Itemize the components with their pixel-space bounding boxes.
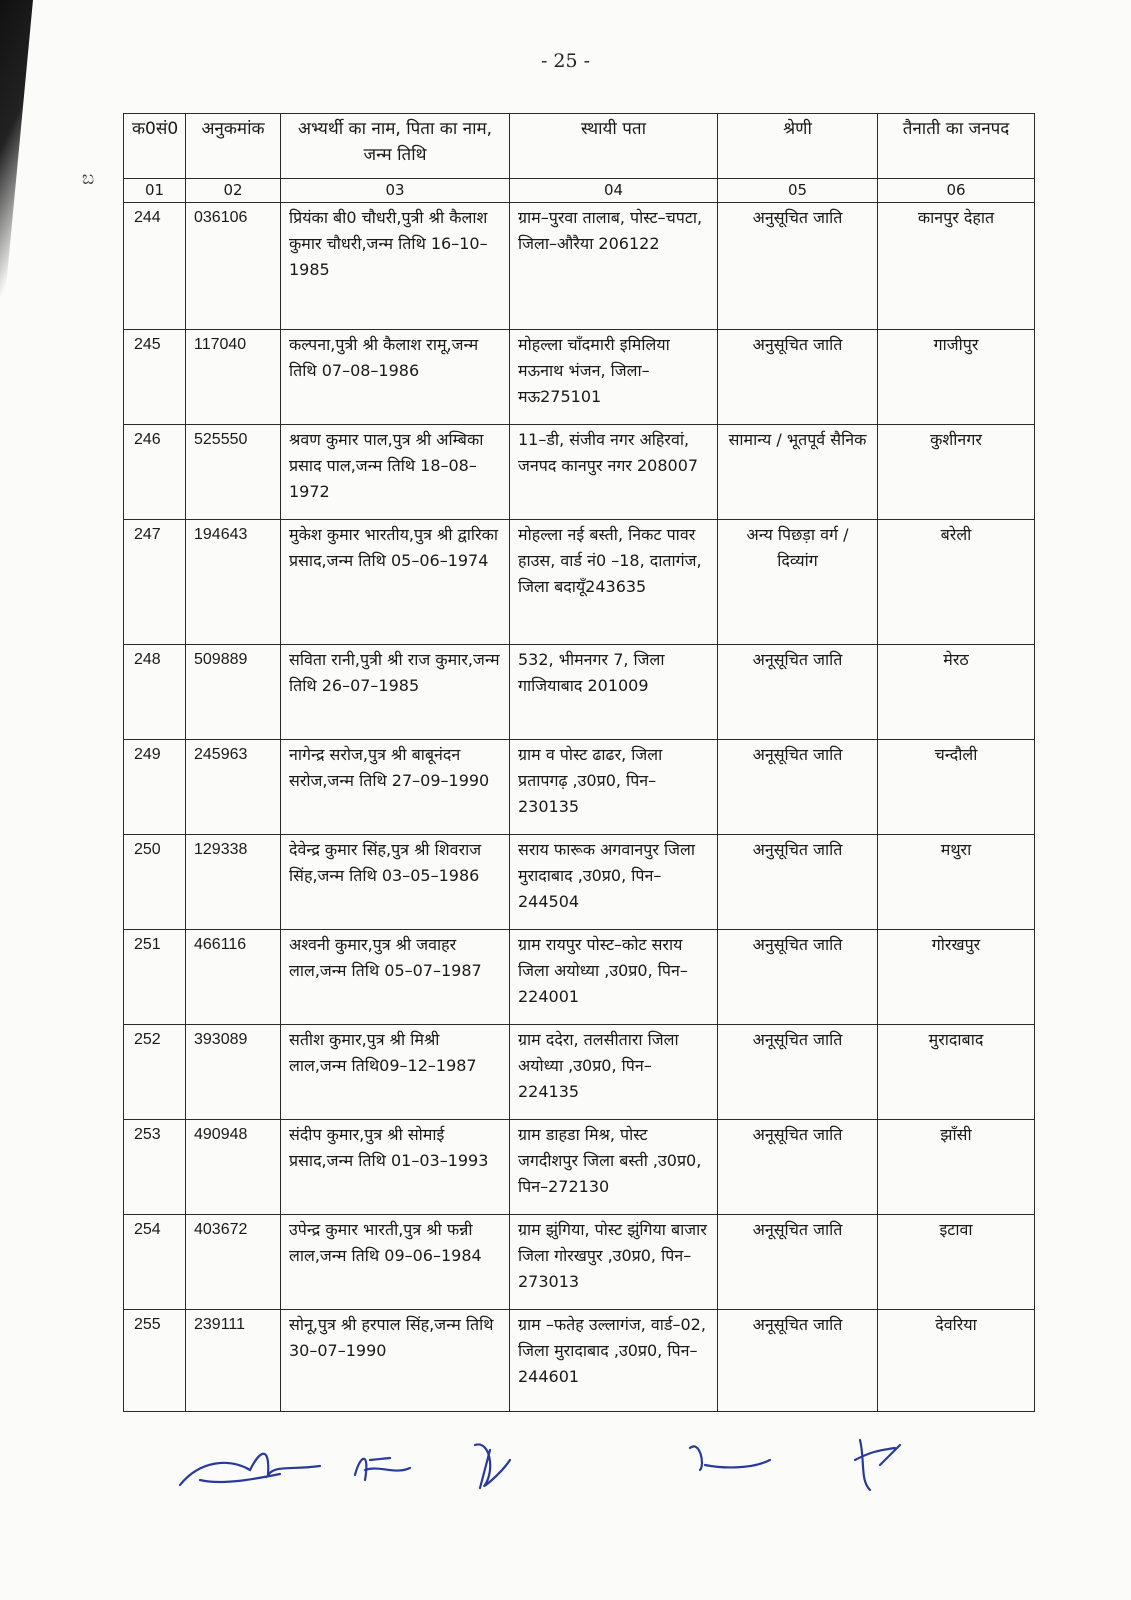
header-address: स्थायी पता [510,114,718,179]
table-row [124,1215,1035,1310]
table-row [124,1025,1035,1120]
candidate-name-cell: नागेन्द्र सरोज,पुत्र श्री बाबूनंदन सरोज,जन्म तिथि 27–09–1990 [281,740,510,835]
category-cell: सामान्य / भूतपूर्व सैनिक [718,425,878,520]
header-roll: अनुकमांक [186,114,281,179]
category-cell: अनूसूचित जाति [718,1215,878,1310]
serial-cell: 245 [124,330,186,425]
roll-number-cell: 036106 [186,203,281,330]
table-row [124,740,1035,835]
roll-number-cell: 194643 [186,520,281,645]
serial-cell: 253 [124,1120,186,1215]
district-cell: देवरिया [878,1310,1035,1412]
candidate-name-cell: कल्पना,पुत्री श्री कैलाश रामू,जन्म तिथि 07–08–1986 [281,330,510,425]
address-cell: ग्राम–पुरवा तालाब, पोस्ट–चपटा, जिला–औरैया 206122 [510,203,718,330]
candidate-name-cell: संदीप कुमार,पुत्र श्री सोमाई प्रसाद,जन्म तिथि 01–03–1993 [281,1120,510,1215]
records-table [123,113,1035,1412]
address-cell: ग्राम रायपुर पोस्ट–कोट सराय जिला अयोध्या ,उ0प्र0, पिन–224001 [510,930,718,1025]
column-number-row [124,179,1035,203]
table-row [124,520,1035,645]
address-cell: ग्राम डाहडा मिश्र, पोस्ट जगदीशपुर जिला बस्ती ,उ0प्र0, पिन–272130 [510,1120,718,1215]
serial-cell: 246 [124,425,186,520]
address-cell: ग्राम झुंगिया, पोस्ट झुंगिया बाजार जिला गोरखपुर ,उ0प्र0, पिन–273013 [510,1215,718,1310]
category-cell: अनुसूचित जाति [718,203,878,330]
header-name: अभ्यर्थी का नाम, पिता का नाम, जन्म तिथि [281,114,510,179]
serial-cell: 255 [124,1310,186,1412]
category-cell: अनूसूचित जाति [718,1025,878,1120]
candidate-name-cell: उपेन्द्र कुमार भारती,पुत्र श्री फन्नी लाल,जन्म तिथि 09–06–1984 [281,1215,510,1310]
category-cell: अनूसूचित जाति [718,740,878,835]
candidate-name-cell: देवेन्द्र कुमार सिंह,पुत्र श्री शिवराज सिंह,जन्म तिथि 03–05–1986 [281,835,510,930]
column-number: 04 [510,179,718,203]
serial-cell: 244 [124,203,186,330]
column-number: 02 [186,179,281,203]
category-cell: अनूसूचित जाति [718,1310,878,1412]
roll-number-cell: 245963 [186,740,281,835]
header-row [124,114,1035,179]
roll-number-cell: 525550 [186,425,281,520]
roll-number-cell: 239111 [186,1310,281,1412]
table-row [124,330,1035,425]
header-district: तैनाती का जनपद [878,114,1035,179]
table-row [124,835,1035,930]
header-serial: क0सं0 [124,114,186,179]
signature-5 [855,1440,900,1490]
signatures [160,1430,960,1510]
serial-cell: 249 [124,740,186,835]
signature-2 [355,1458,410,1480]
district-cell: चन्दौली [878,740,1035,835]
district-cell: मुरादाबाद [878,1025,1035,1120]
address-cell: मोहल्ला नई बस्ती, निकट पावर हाउस, वार्ड नं0 –18, दातागंज, जिला बदायूँ243635 [510,520,718,645]
page-number: - 25 - [540,50,591,72]
column-number: 01 [124,179,186,203]
column-number: 05 [718,179,878,203]
signature-1 [180,1454,320,1485]
table-row [124,1120,1035,1215]
candidate-name-cell: मुकेश कुमार भारतीय,पुत्र श्री द्वारिका प्रसाद,जन्म तिथि 05–06–1974 [281,520,510,645]
district-cell: कानपुर देहात [878,203,1035,330]
serial-cell: 247 [124,520,186,645]
address-cell: 11–डी, संजीव नगर अहिरवां, जनपद कानपुर नगर 208007 [510,425,718,520]
scan-shadow-edge [0,0,60,300]
district-cell: मथुरा [878,835,1035,930]
category-cell: अनुसूचित जाति [718,930,878,1025]
header-category: श्रेणी [718,114,878,179]
signature-4 [690,1446,770,1470]
category-cell: अन्य पिछड़ा वर्ग / दिव्यांग [718,520,878,645]
district-cell: गाजीपुर [878,330,1035,425]
candidate-name-cell: सोनू,पुत्र श्री हरपाल सिंह,जन्म तिथि 30–07–1990 [281,1310,510,1412]
district-cell: इटावा [878,1215,1035,1310]
roll-number-cell: 403672 [186,1215,281,1310]
address-cell: 532, भीमनगर 7, जिला गाजियाबाद 201009 [510,645,718,740]
serial-cell: 252 [124,1025,186,1120]
candidate-name-cell: सविता रानी,पुत्री श्री राज कुमार,जन्म तिथि 26–07–1985 [281,645,510,740]
serial-cell: 250 [124,835,186,930]
column-number: 06 [878,179,1035,203]
category-cell: अनूसूचित जाति [718,1120,878,1215]
district-cell: झाँसी [878,1120,1035,1215]
category-cell: अनुसूचित जाति [718,330,878,425]
address-cell: ग्राम –फतेह उल्लागंज, वार्ड–02, जिला मुरादाबाद ,उ0प्र0, पिन–244601 [510,1310,718,1412]
category-cell: अनूसूचित जाति [718,645,878,740]
roll-number-cell: 466116 [186,930,281,1025]
roll-number-cell: 117040 [186,330,281,425]
roll-number-cell: 490948 [186,1120,281,1215]
district-cell: बरेली [878,520,1035,645]
district-cell: कुशीनगर [878,425,1035,520]
serial-cell: 248 [124,645,186,740]
table-row [124,645,1035,740]
serial-cell: 254 [124,1215,186,1310]
roll-number-cell: 129338 [186,835,281,930]
table-row [124,203,1035,330]
margin-mark: ಬ [82,168,95,189]
serial-cell: 251 [124,930,186,1025]
candidate-name-cell: अश्वनी कुमार,पुत्र श्री जवाहर लाल,जन्म तिथि 05–07–1987 [281,930,510,1025]
category-cell: अनुसूचित जाति [718,835,878,930]
table-row [124,425,1035,520]
candidate-name-cell: सतीश कुमार,पुत्र श्री मिश्री लाल,जन्म तिथि09–12–1987 [281,1025,510,1120]
address-cell: सराय फारूक अगवानपुर जिला मुरादाबाद ,उ0प्र0, पिन–244504 [510,835,718,930]
signature-3 [475,1444,510,1488]
district-cell: मेरठ [878,645,1035,740]
address-cell: मोहल्ला चाँदमारी इमिलिया मऊनाथ भंजन, जिला–मऊ275101 [510,330,718,425]
roll-number-cell: 509889 [186,645,281,740]
candidate-name-cell: श्रवण कुमार पाल,पुत्र श्री अम्बिका प्रसाद पाल,जन्म तिथि 18–08–1972 [281,425,510,520]
district-cell: गोरखपुर [878,930,1035,1025]
address-cell: ग्राम व पोस्ट ढाढर, जिला प्रतापगढ़ ,उ0प्र0, पिन–230135 [510,740,718,835]
table-row [124,930,1035,1025]
table-row [124,1310,1035,1412]
roll-number-cell: 393089 [186,1025,281,1120]
column-number: 03 [281,179,510,203]
candidate-name-cell: प्रियंका बी0 चौधरी,पुत्री श्री कैलाश कुमार चौधरी,जन्म तिथि 16–10–1985 [281,203,510,330]
address-cell: ग्राम ददेरा, तलसीतारा जिला अयोध्या ,उ0प्र0, पिन–224135 [510,1025,718,1120]
